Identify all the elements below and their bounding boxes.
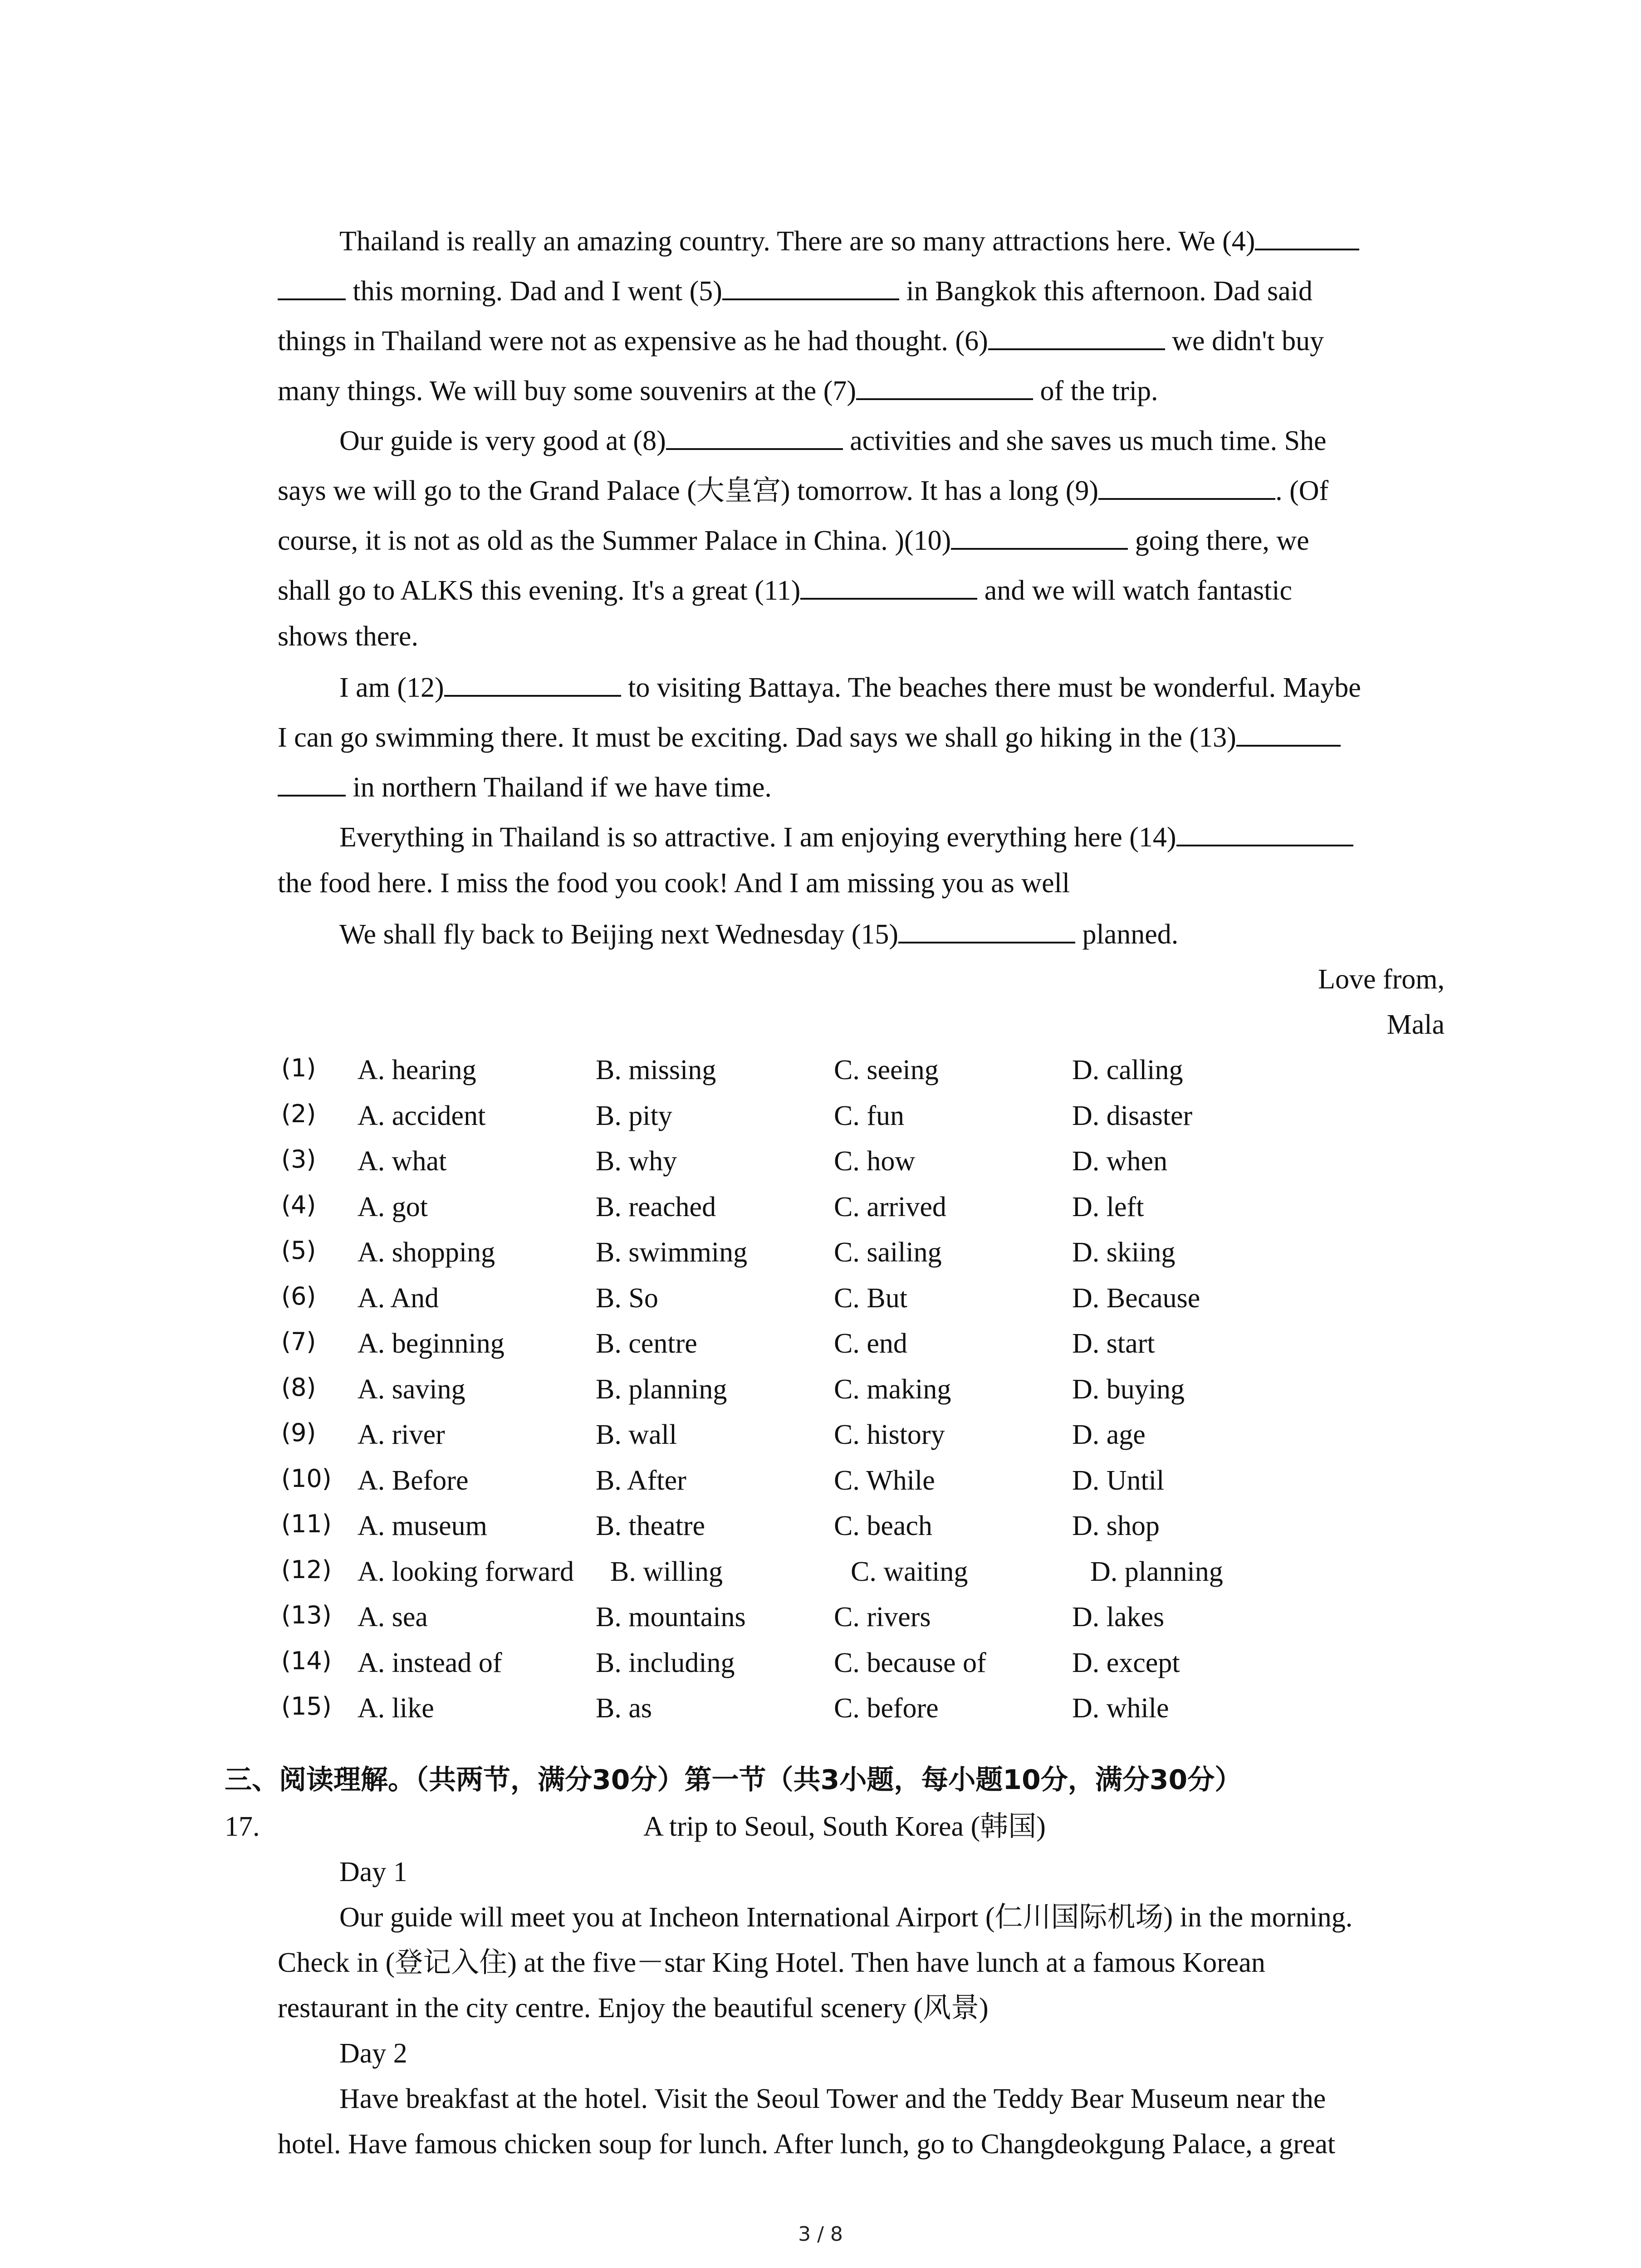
option-c: C. sailing bbox=[834, 1237, 942, 1268]
option-number: (7) bbox=[281, 1327, 316, 1356]
option-b: B. theatre bbox=[596, 1510, 705, 1541]
option-a: A. looking forward bbox=[358, 1556, 574, 1587]
answer-blank bbox=[278, 772, 346, 797]
passage-line bbox=[278, 525, 1309, 555]
option-number: (4) bbox=[281, 1190, 316, 1219]
option-d: D. lakes bbox=[1072, 1602, 1165, 1633]
passage-text: We shall fly back to Beijing next Wednesday (15) bbox=[339, 919, 899, 950]
option-b: B. willing bbox=[610, 1556, 723, 1587]
option-c: C. beach bbox=[834, 1510, 932, 1541]
passage-line bbox=[278, 376, 1158, 405]
passage-line bbox=[339, 822, 1353, 851]
passage-text: I am (12) bbox=[339, 672, 444, 703]
option-c: C. While bbox=[834, 1465, 935, 1496]
option-number: (8) bbox=[281, 1373, 316, 1402]
option-c: C. waiting bbox=[851, 1556, 968, 1587]
answer-blank bbox=[666, 425, 843, 450]
answer-blank bbox=[1236, 722, 1341, 747]
option-a: A. shopping bbox=[358, 1237, 495, 1268]
option-number: (14) bbox=[281, 1646, 332, 1675]
option-a: A. saving bbox=[358, 1374, 465, 1405]
passage-title: A trip to Seoul, South Korea (韩国) bbox=[643, 1811, 1046, 1842]
passage-line: Have breakfast at the hotel. Visit the Seoul Tower and the Teddy Bear Museum near the bbox=[339, 2083, 1326, 2114]
option-d: D. Because bbox=[1072, 1282, 1200, 1314]
passage-text: to visiting Battaya. The beaches there must be wonderful. Maybe bbox=[621, 672, 1361, 703]
passage-line bbox=[278, 475, 1328, 505]
passage-text: things in Thailand were not as expensive as he had thought. (6) bbox=[278, 326, 988, 357]
option-a: A. museum bbox=[358, 1510, 487, 1541]
option-b: B. mountains bbox=[596, 1602, 746, 1633]
option-c: C. because of bbox=[834, 1647, 986, 1678]
option-c: C. how bbox=[834, 1146, 916, 1177]
passage-text: in Bangkok this afternoon. Dad said bbox=[899, 276, 1313, 307]
passage-text: shows there. bbox=[278, 621, 418, 652]
option-number: (9) bbox=[281, 1418, 316, 1447]
option-c: C. end bbox=[834, 1328, 907, 1359]
option-b: B. pity bbox=[596, 1100, 672, 1131]
option-a: A. hearing bbox=[358, 1055, 476, 1085]
option-d: D. shop bbox=[1072, 1510, 1160, 1541]
option-d: D. planning bbox=[1090, 1556, 1223, 1587]
answer-blank bbox=[898, 919, 1075, 943]
passage-line: hotel. Have famous chicken soup for lunch. After lunch, go to Changdeokgung Palace, a great bbox=[278, 2129, 1336, 2160]
passage-text: course, it is not as old as the Summer Palace in China. )(10) bbox=[278, 525, 951, 556]
passage-text: planned. bbox=[1075, 919, 1179, 950]
option-a: A. river bbox=[358, 1419, 445, 1450]
option-number: (1) bbox=[281, 1054, 316, 1082]
day-heading: Day 2 bbox=[339, 2038, 407, 2069]
passage-line bbox=[278, 276, 1313, 305]
option-c: C. history bbox=[834, 1419, 945, 1450]
option-b: B. swimming bbox=[596, 1237, 748, 1268]
option-d: D. left bbox=[1072, 1191, 1144, 1222]
passage-line bbox=[339, 425, 1327, 455]
option-a: A. instead of bbox=[358, 1647, 502, 1678]
option-d: D. skiing bbox=[1072, 1237, 1176, 1268]
option-number: (2) bbox=[281, 1099, 316, 1128]
option-d: D. age bbox=[1072, 1419, 1146, 1450]
passage-text: we didn't buy bbox=[1165, 326, 1324, 357]
option-b: B. as bbox=[596, 1693, 652, 1724]
passage-text: this morning. Dad and I went (5) bbox=[346, 276, 722, 307]
page-number: 3 / 8 bbox=[798, 2223, 843, 2246]
option-c: C. making bbox=[834, 1374, 951, 1405]
answer-blank bbox=[722, 276, 899, 300]
passage-line bbox=[278, 772, 772, 802]
option-number: (5) bbox=[281, 1236, 316, 1265]
passage-line bbox=[339, 226, 1359, 255]
section-heading: 三、阅读理解。（共两节，满分30分）第一节（共3小题，每小题10分，满分30分） bbox=[225, 1764, 1242, 1796]
answer-blank bbox=[1098, 475, 1275, 500]
option-a: A. got bbox=[358, 1191, 428, 1222]
passage-line: restaurant in the city centre. Enjoy the beautiful scenery (风景) bbox=[278, 1993, 989, 2024]
answer-blank bbox=[951, 525, 1128, 550]
option-b: B. including bbox=[596, 1647, 735, 1678]
option-d: D. calling bbox=[1072, 1055, 1183, 1085]
option-d: D. buying bbox=[1072, 1374, 1185, 1405]
passage-text: in northern Thailand if we have time. bbox=[346, 772, 772, 803]
passage-text: many things. We will buy some souvenirs at the (7) bbox=[278, 376, 857, 406]
passage-text: shall go to ALKS this evening. It's a great (11) bbox=[278, 575, 801, 606]
option-b: B. wall bbox=[596, 1419, 677, 1450]
option-c: C. fun bbox=[834, 1100, 904, 1131]
passage-text: the food here. I miss the food you cook! And I am missing you as well bbox=[278, 868, 1070, 899]
option-a: A. sea bbox=[358, 1602, 428, 1633]
letter-closing: Love from, bbox=[1318, 964, 1445, 995]
option-b: B. missing bbox=[596, 1055, 716, 1085]
letter-signature: Mala bbox=[1386, 1009, 1445, 1040]
answer-blank bbox=[1255, 226, 1359, 250]
option-b: B. planning bbox=[596, 1374, 727, 1405]
passage-line: Our guide will meet you at Incheon International Airport (仁川国际机场) in the morning. bbox=[339, 1902, 1353, 1933]
option-c: C. arrived bbox=[834, 1191, 946, 1222]
option-number: (13) bbox=[281, 1601, 332, 1629]
option-c: C. before bbox=[834, 1693, 939, 1724]
passage-text: and we will watch fantastic bbox=[977, 575, 1293, 606]
answer-blank bbox=[444, 672, 621, 697]
option-a: A. accident bbox=[358, 1100, 486, 1131]
option-number: (12) bbox=[281, 1555, 332, 1584]
option-number: (3) bbox=[281, 1145, 316, 1173]
answer-blank bbox=[988, 326, 1165, 350]
option-d: D. start bbox=[1072, 1328, 1155, 1359]
option-b: B. reached bbox=[596, 1191, 716, 1222]
option-b: B. After bbox=[596, 1465, 686, 1496]
option-number: (10) bbox=[281, 1464, 332, 1493]
option-c: C. seeing bbox=[834, 1055, 939, 1085]
passage-line bbox=[278, 622, 418, 650]
option-d: D. while bbox=[1072, 1693, 1169, 1724]
passage-text: of the trip. bbox=[1033, 376, 1158, 406]
option-d: D. Until bbox=[1072, 1465, 1165, 1496]
option-c: C. rivers bbox=[834, 1602, 931, 1633]
option-b: B. So bbox=[596, 1282, 658, 1314]
passage-text: Our guide is very good at (8) bbox=[339, 425, 666, 456]
passage-line: Check in (登记入住) at the five－star King Hotel. Then have lunch at a famous Korean bbox=[278, 1947, 1265, 1978]
passage-line bbox=[278, 722, 1341, 752]
answer-blank bbox=[800, 575, 977, 600]
passage-line bbox=[278, 326, 1324, 355]
option-number: (6) bbox=[281, 1281, 316, 1310]
passage-text: says we will go to the Grand Palace (大皇宫) tomorrow. It has a long (9) bbox=[278, 475, 1099, 506]
answer-blank bbox=[278, 276, 346, 300]
option-d: D. when bbox=[1072, 1146, 1168, 1177]
answer-blank bbox=[1176, 822, 1353, 846]
option-a: A. what bbox=[358, 1146, 447, 1177]
option-a: A. And bbox=[358, 1282, 439, 1314]
answer-blank bbox=[856, 376, 1033, 400]
passage-text: Everything in Thailand is so attractive. I am enjoying everything here (14) bbox=[339, 822, 1176, 853]
passage-line bbox=[339, 919, 1178, 948]
option-number: (15) bbox=[281, 1692, 332, 1721]
option-b: B. why bbox=[596, 1146, 677, 1177]
passage-line bbox=[339, 672, 1361, 702]
option-a: A. like bbox=[358, 1693, 434, 1724]
day-heading: Day 1 bbox=[339, 1857, 407, 1887]
passage-line bbox=[278, 575, 1292, 605]
option-c: C. But bbox=[834, 1282, 907, 1314]
passage-text: Thailand is really an amazing country. There are so many attractions here. We (4) bbox=[339, 226, 1255, 257]
passage-text: activities and she saves us much time. She bbox=[843, 425, 1327, 456]
option-number: (11) bbox=[281, 1510, 332, 1538]
question-number: 17. bbox=[225, 1811, 260, 1842]
option-d: D. disaster bbox=[1072, 1100, 1193, 1131]
passage-line bbox=[278, 869, 1070, 897]
option-a: A. Before bbox=[358, 1465, 469, 1496]
option-a: A. beginning bbox=[358, 1328, 505, 1359]
passage-text: . (Of bbox=[1275, 475, 1329, 506]
option-d: D. except bbox=[1072, 1647, 1180, 1678]
passage-text: going there, we bbox=[1128, 525, 1309, 556]
option-b: B. centre bbox=[596, 1328, 697, 1359]
passage-text: I can go swimming there. It must be exciting. Dad says we shall go hiking in the (13) bbox=[278, 722, 1236, 753]
